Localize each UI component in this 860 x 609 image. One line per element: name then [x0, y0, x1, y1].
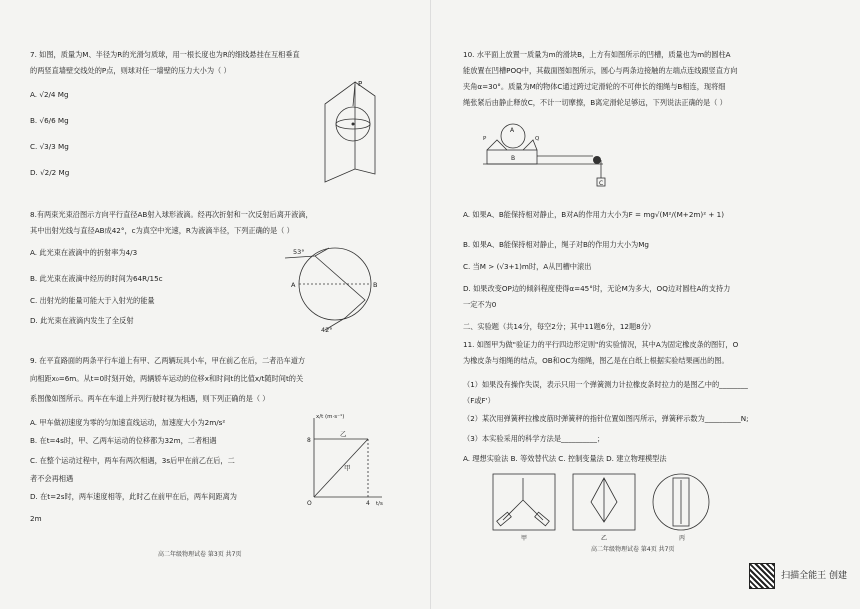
- scanner-watermark: [749, 563, 847, 589]
- q11-caption-jia: 甲: [521, 535, 528, 542]
- q9-stem-line1: 9. 在平直路面的两条平行车道上有甲、乙两辆玩具小车，甲在前乙在后，二者沿车道方: [30, 356, 306, 365]
- q9-stem-line2: 向相距x₀=6m。从t=0时刻开始，两辆轿车运动的位移x和时间t的比值x/t随时间t的关: [30, 374, 304, 383]
- q9-xt-graph: [300, 412, 390, 507]
- q7-wall-sphere-figure: [315, 74, 385, 184]
- q7-option-b: B. √6/6 Mg: [30, 116, 69, 125]
- q9-line-jia: 甲: [344, 464, 351, 472]
- q11-caption-yi: 乙: [601, 535, 608, 542]
- q11-sub1-answer-hint: （F或F'）: [463, 396, 495, 405]
- q10-weight-c: C: [599, 180, 604, 187]
- q9-option-b: B. 在t=4s时，甲、乙两车运动的位移都为32m，二者相遇: [30, 436, 217, 445]
- q11-figures: [491, 472, 721, 542]
- q9-x-axis-label: t/s: [376, 501, 383, 507]
- q10-option-d-line2: 一定不为0: [463, 300, 497, 309]
- q9-option-c-line2: 者不会再相遇: [30, 474, 74, 483]
- q10-point-p: P: [483, 136, 487, 142]
- q7-option-d: D. √2/2 Mg: [30, 168, 70, 177]
- q11-caption-bing: 丙: [679, 535, 686, 542]
- q10-option-b: B. 如果A、B能保持相对静止，绳子对B的作用力大小为Mg: [463, 240, 649, 249]
- q7-option-c: C. √3/3 Mg: [30, 142, 69, 151]
- q11-stem-line1: 11. 如图甲为做"验证力的平行四边形定则"的实验情况，其中A为固定橡皮条的图钉，O: [463, 340, 739, 349]
- q11-sub1: （1）如果没有操作失误，表示只用一个弹簧测力计拉橡皮条时拉力的是图乙中的________: [463, 380, 748, 389]
- q9-origin: O: [307, 500, 312, 507]
- q10-option-d-line1: D. 如果改变OP边的倾斜程度使得α=45°时，无论M为多大，OQ边对圆柱A的支持力: [463, 284, 731, 293]
- q9-option-c-line1: C. 在整个运动过程中，两车有两次相遇，3s后甲在前乙在后，二: [30, 456, 235, 465]
- q9-y-tick-8: 8: [307, 437, 311, 444]
- q10-groove-pulley-figure: [483, 116, 633, 196]
- qr-code-icon: [749, 563, 775, 589]
- right-footer: 高二年级物理试卷 第4页 共7页: [591, 546, 675, 553]
- q8-option-b: B. 此光束在液滴中经历的时间为64R/15c: [30, 274, 163, 283]
- q8-stem-line2: 其中出射光线与直径AB成42°，c为真空中光速，R为液滴半径，下列正确的是（ ）: [30, 226, 294, 235]
- q7-option-a: A. √2/4 Mg: [30, 90, 69, 99]
- section-heading: 二、实验题（共14分，每空2分；其中11题6分，12题8分）: [463, 322, 656, 331]
- q10-stem-line4: 绳张紧后由静止释放C，不计一切摩擦，B离定滑轮足够远，下列说法正确的是（ ）: [463, 98, 727, 107]
- q9-x-tick-4: 4: [366, 500, 370, 507]
- q8-angle-53: 53°: [293, 248, 305, 256]
- q10-cylinder-a: A: [510, 127, 515, 134]
- q9-stem-line3: 系图像如图所示。两车在车道上并列行驶时视为相遇，则下列正确的是（ ）: [30, 394, 270, 403]
- q8-option-d: D. 此光束在液滴内发生了全反射: [30, 316, 134, 325]
- q10-stem-line3: 夹角α=30°。质量为M的物体C通过跨过定滑轮的不可伸长的细绳与B相连，现将细: [463, 82, 726, 91]
- q7-point-p: P: [358, 80, 363, 88]
- q8-point-a: A: [291, 281, 296, 289]
- q7-stem-line2: 的两竖直墙壁交线处的P点，则球对任一墙壁的压力大小为（ ）: [30, 66, 231, 75]
- right-page: [430, 0, 860, 609]
- q9-y-axis-label: x/t (m·s⁻¹): [316, 414, 345, 420]
- q9-line-yi: 乙: [340, 430, 347, 438]
- q8-option-c: C. 出射光的能量可能大于入射光的能量: [30, 296, 155, 305]
- q9-option-d-line2: 2m: [30, 514, 42, 523]
- q10-option-a: A. 如果A、B能保持相对静止，B对A的作用力大小为F = mg√(M²/(M+2m)² + 1): [463, 210, 725, 219]
- left-footer: 高二年级物理试卷 第3页 共7页: [158, 551, 242, 558]
- q8-angle-42: 42°: [321, 326, 333, 334]
- q9-option-d: D. 在t=2s时，两车速度相等，此时乙在前甲在后，两车间距离为: [30, 492, 237, 501]
- q11-sub3: （3）本实验采用的科学方法是__________；: [463, 434, 605, 443]
- q10-option-c: C. 当M > (√3+1)m时，A从凹槽中滚出: [463, 262, 592, 271]
- q11-sub2: （2）某次用弹簧秤拉橡皮筋时弹簧秤的指针位置如图丙所示，弹簧秤示数为__________N;: [463, 414, 749, 423]
- q8-option-a: A. 此光束在液滴中的折射率为4/3: [30, 248, 138, 257]
- q10-stem-line1: 10. 水平面上放置一质量为m的滑块B，上方有如图所示的凹槽，质量也为m的圆柱A: [463, 50, 731, 59]
- q10-point-q: Q: [535, 136, 540, 142]
- q8-point-b: B: [373, 281, 378, 289]
- watermark-text: 扫描全能王 创建: [781, 571, 847, 581]
- q10-block-b: B: [511, 155, 516, 162]
- q10-stem-line2: 能放置在凹槽POQ中，其截面图如图所示，圆心与两条边接触的左端点连线跟竖直方向: [463, 66, 738, 75]
- q9-option-a: A. 甲车做初速度为零的匀加速直线运动，加速度大小为2m/s²: [30, 418, 226, 427]
- q8-stem-line1: 8.有两束光束沿图示方向平行直径AB射入球形液滴。经再次折射和一次反射后离开液滴，: [30, 210, 313, 219]
- q11-stem-line2: 为橡皮条与细绳的结点，OB和OC为细绳，图乙是在白纸上根据实验结果画出的图。: [463, 356, 729, 365]
- q7-stem-line1: 7. 如图，质量为M、半径为R的光滑匀质球，用一根长度也为R的细线悬挂在互相垂直: [30, 50, 300, 59]
- q8-droplet-figure: [285, 238, 390, 333]
- q11-options: A. 理想实验法 B. 等效替代法 C. 控制变量法 D. 建立物理模型法: [463, 454, 667, 463]
